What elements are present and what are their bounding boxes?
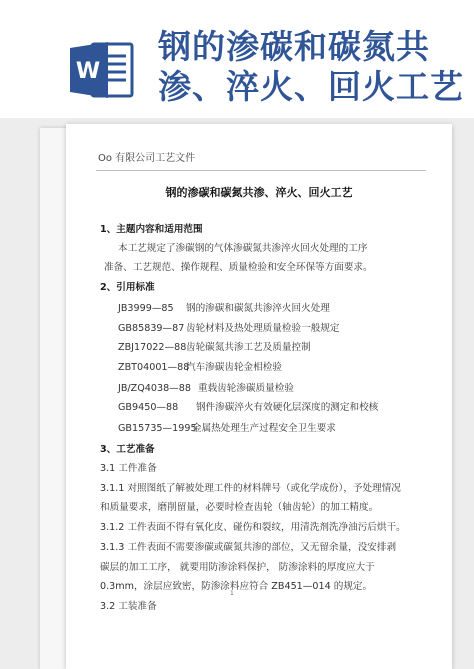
header-company: Oo 有限公司工艺文件 [98, 153, 196, 164]
document-title: 钢的渗碳和碳氮共渗、淬火、回火工艺 [165, 186, 353, 199]
standard-name: 齿轮碳氮共渗工艺及质量控制 [186, 342, 311, 353]
standard-name: 汽车渗碳齿轮金相检验 [186, 362, 282, 373]
standard-name: 钢件渗碳淬火有效硬化层深度的测定和校核 [196, 402, 379, 413]
header-rule [96, 170, 426, 171]
clause-3-1-3-line1: 3.1.3 工件表面不需要渗碳或碳氮共渗的部位，又无留余量，没安排剥 [100, 542, 397, 553]
standard-code: GB9450—88 [118, 402, 179, 413]
clause-3-1-1-line2: 和质量要求，磨削留量，必要时检查齿轮（轴齿轮）的加工精度。 [100, 502, 379, 513]
banner-title-line1: 钢的渗碳和碳氮共 [158, 27, 430, 66]
clause-3-1-3-line3: 0.3mm，涂层应致密，防渗涂料应符合 ZB451—014 的规定。 [100, 581, 373, 592]
word-logo-letter: W [75, 59, 101, 84]
section-3-1-heading: 3.1 工件准备 [100, 463, 157, 474]
standard-code: GB15735—1995 [118, 423, 197, 434]
clause-3-1-2: 3.1.2 工件表面不得有氧化皮、碰伤和裂纹，用清洗剂洗净油污后烘干。 [100, 522, 406, 533]
standard-name: 金属热处理生产过程安全卫生要求 [192, 423, 336, 434]
section-2-heading: 2、引用标准 [100, 282, 155, 293]
clause-3-1-1-line1: 3.1.1 对照图纸了解被处理工件的材料牌号（或化学成份），予处理情况 [100, 483, 401, 494]
section-3-2-heading: 3.2 工装准备 [100, 601, 157, 612]
section-3-heading: 3、工艺准备 [100, 444, 155, 455]
standard-code: ZBT04001—88 [118, 362, 190, 373]
section-1-paragraph-line2: 准备、工艺规范、操作规程、质量检验和安全环保等方面要求。 [104, 262, 373, 273]
page-number: 1 [230, 590, 234, 597]
standard-name: 齿轮材料及热处理质量检验一般规定 [186, 323, 340, 334]
standard-name: 重载齿轮渗碳质量检验 [198, 383, 294, 394]
banner [0, 0, 474, 118]
banner-title [158, 27, 468, 107]
section-1-paragraph-line1: 本工艺规定了渗碳钢的气体渗碳氮共渗淬火回火处理的工序 [118, 243, 368, 254]
standard-code: JB/ZQ4038—88 [118, 383, 191, 394]
standard-code: GB85839—87 [118, 323, 185, 334]
standard-code: ZBJ17022—88 [118, 342, 187, 353]
section-1-heading: 1、主题内容和适用范围 [100, 224, 203, 235]
standard-name: 钢的渗碳和碳氮共渗淬火回火处理 [186, 303, 330, 314]
document-page [66, 124, 452, 669]
standard-code: JB3999—85 [118, 303, 174, 314]
word-logo-icon [70, 40, 134, 100]
banner-title-line2: 渗、淬火、回火工艺 [158, 67, 464, 106]
clause-3-1-3-line2: 碳层的加工工序， 就要用防渗涂料保护， 防渗涂料的厚度应大于 [100, 562, 375, 573]
